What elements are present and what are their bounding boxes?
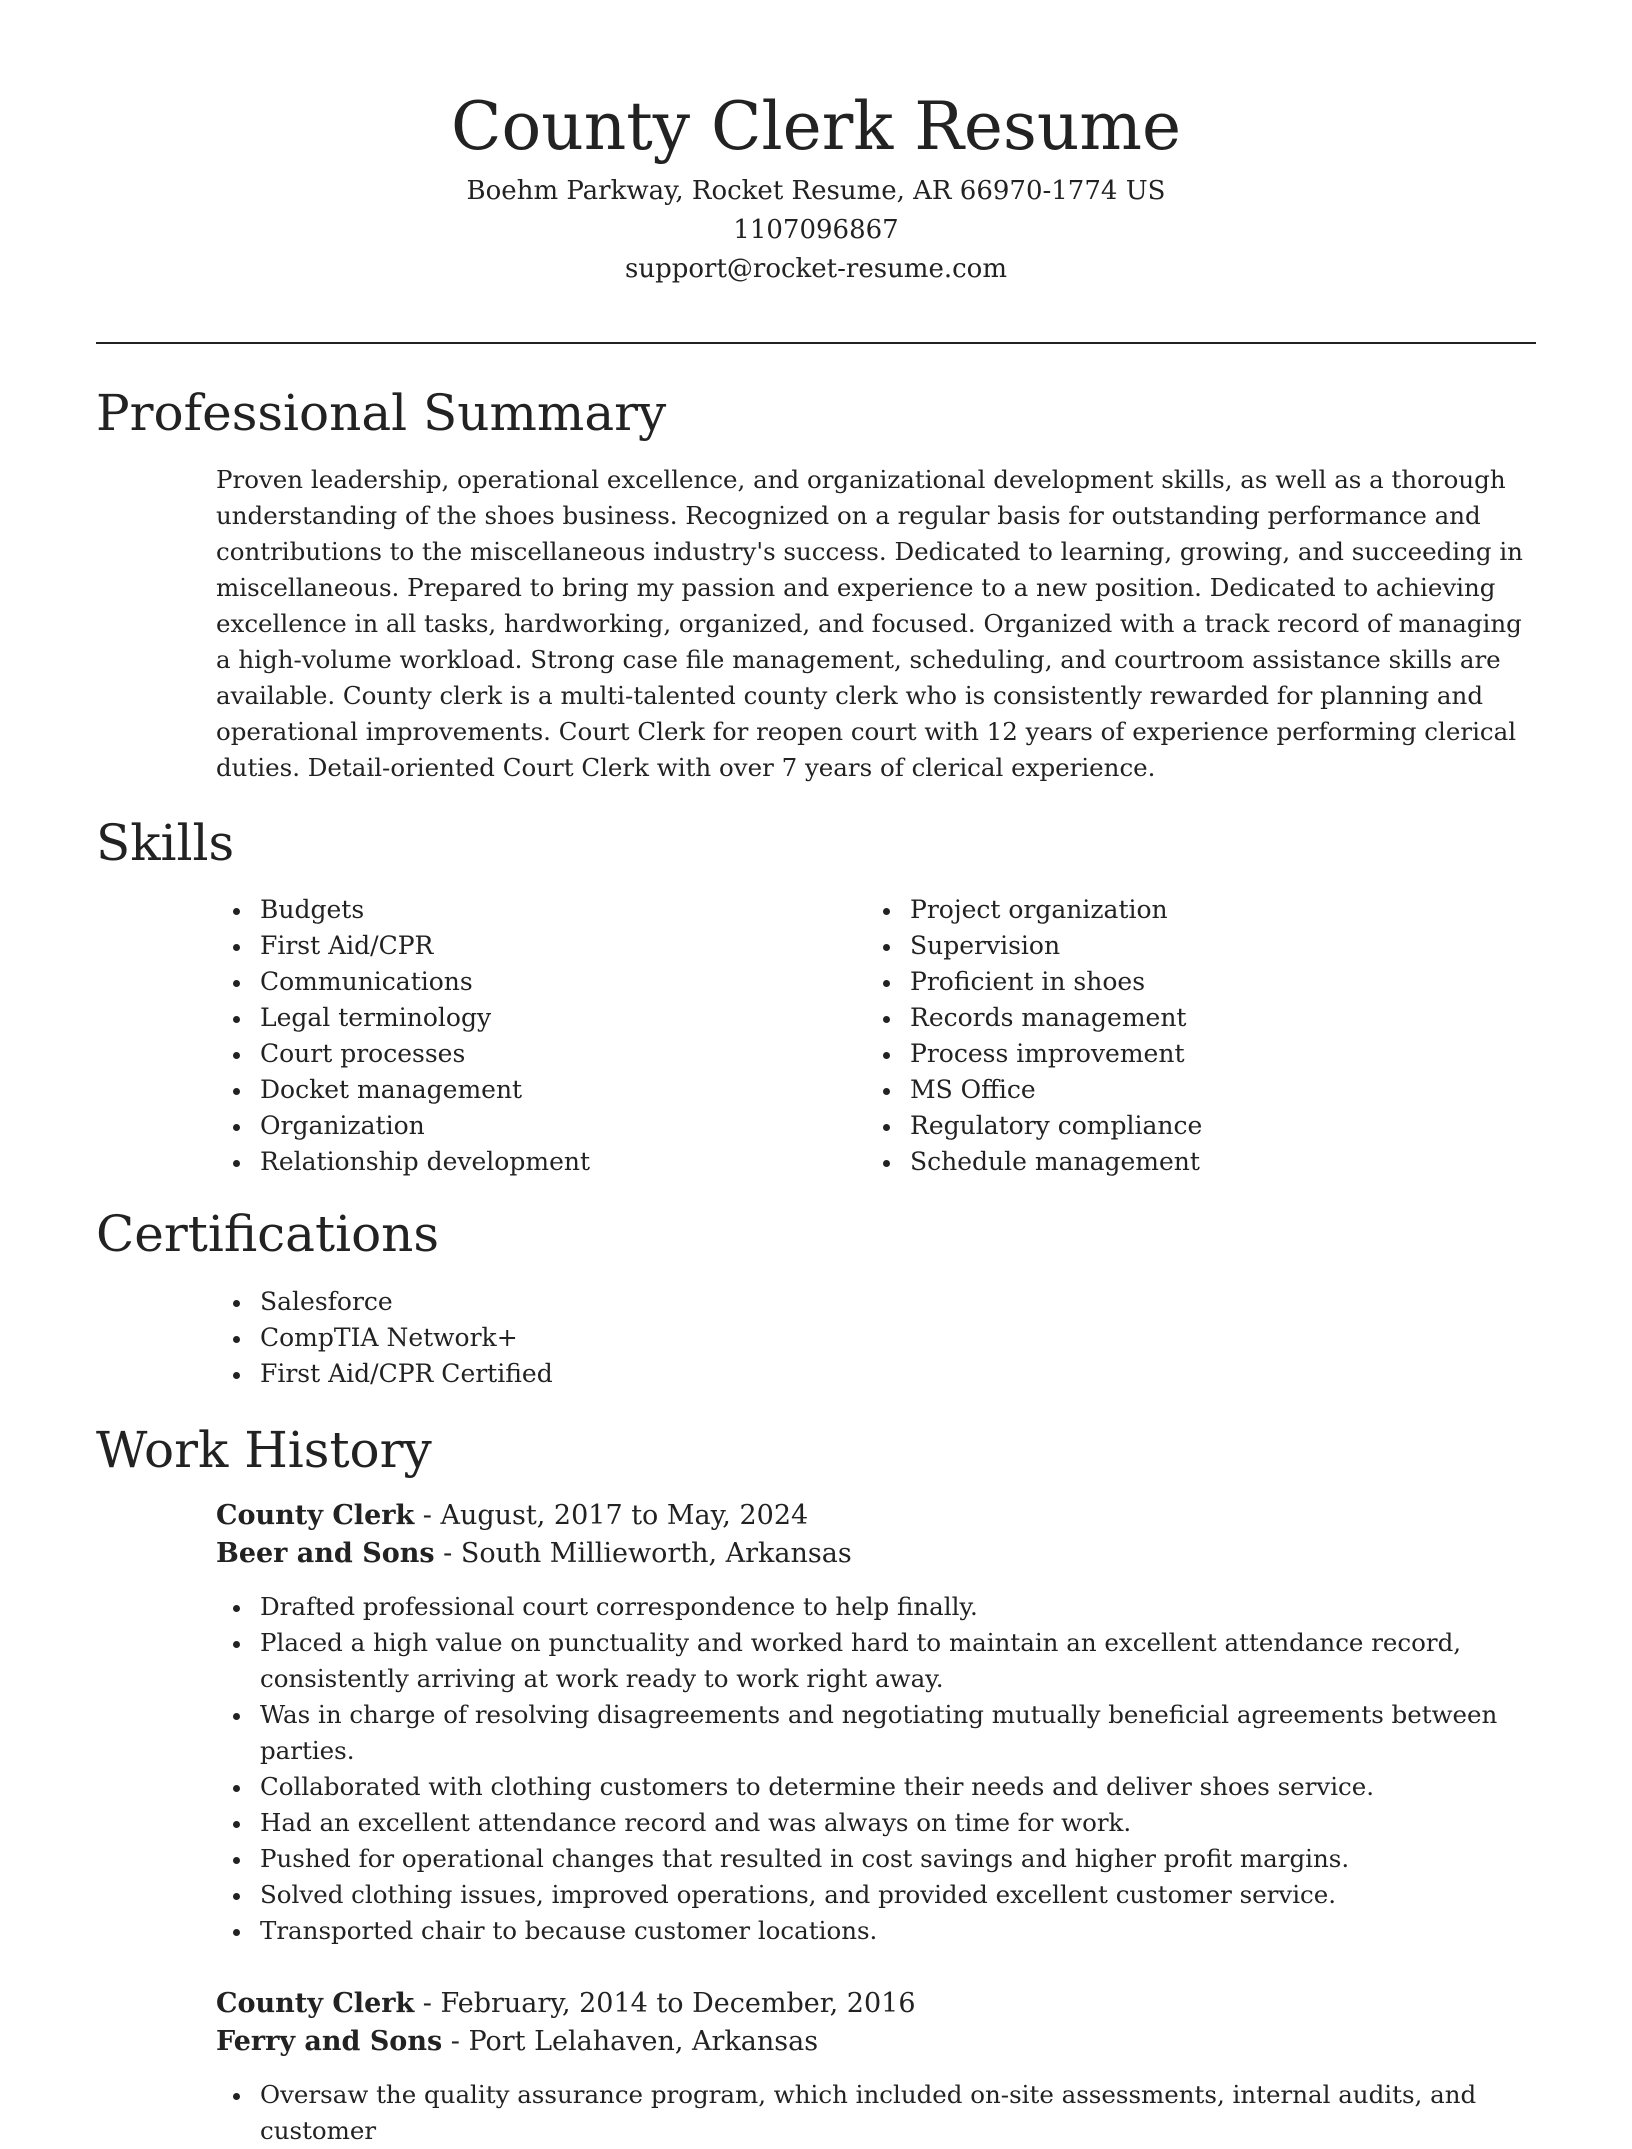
certifications-list (216, 1284, 1016, 1392)
skills-list-right (866, 892, 1466, 1180)
job-dates: - August, 2017 to May, 2024 (414, 1500, 809, 1531)
job-title-line (216, 1985, 1538, 2023)
skill-item: Communications (216, 964, 816, 1000)
address: Boehm Parkway, Rocket Resume, AR 66970-1774 US (466, 176, 1166, 206)
skill-item: Schedule management (866, 1144, 1466, 1180)
job-title-line (216, 1497, 1538, 1535)
job-bullet: Transported chair to because customer locations. (216, 1913, 1538, 1949)
job-bullets (216, 1589, 1538, 1949)
phone: 1107096867 (733, 215, 899, 245)
skill-item: Organization (216, 1108, 816, 1144)
skills-list-left (216, 892, 816, 1180)
section-title-skills: Skills (96, 814, 235, 872)
skill-item: Process improvement (866, 1036, 1466, 1072)
job-entry (216, 1985, 1538, 2149)
job-title: County Clerk (216, 1988, 415, 2019)
skill-item: Legal terminology (216, 1000, 816, 1036)
certification-item: First Aid/CPR Certified (216, 1356, 1016, 1392)
job-entry (216, 1497, 1538, 1949)
job-bullet: Had an excellent attendance record and was always on time for work. (216, 1805, 1538, 1841)
skill-item: Docket management (216, 1072, 816, 1108)
job-bullet: Placed a high value on punctuality and worked hard to maintain an excellent attendance record, consistently arriving at work ready to work right away. (216, 1625, 1538, 1697)
company-location: - South Millieworth, Arkansas (434, 1538, 852, 1569)
resume-title: County Clerk Resume (451, 88, 1181, 165)
section-title-certifications: Certifications (96, 1205, 440, 1263)
skill-item: Proficient in shoes (866, 964, 1466, 1000)
certification-item: Salesforce (216, 1284, 1016, 1320)
job-title: County Clerk (216, 1500, 415, 1531)
job-bullet: Was in charge of resolving disagreements and negotiating mutually beneficial agreements between parties. (216, 1697, 1538, 1769)
skill-item: Regulatory compliance (866, 1108, 1466, 1144)
job-bullet: Solved clothing issues, improved operations, and provided excellent customer service. (216, 1877, 1538, 1913)
job-bullet: Collaborated with clothing customers to determine their needs and deliver shoes service. (216, 1769, 1538, 1805)
summary-text: Proven leadership, operational excellence, and organizational development skills, as well as a thorough understanding of the shoes business. Recognized on a regular basis for outstanding performance and contributions to the miscellaneous industry's success. Dedicated to learning, growing, and succeeding in miscellaneous. Prepared to bring my passion and experience to a new position. Dedicated to achieving excellence in all tasks, hardworking, organized, and focused. Organized with a track record of managing a high-volume workload. Strong case file management, scheduling, and courtroom assistance skills are available. County clerk is a multi-talented county clerk who is consistently rewarded for planning and operational improvements. Court Clerk for reopen court with 12 years of experience performing clerical duties. Detail-oriented Court Clerk with over 7 years of clerical experience. (216, 465, 1523, 782)
section-title-summary: Professional Summary (96, 384, 667, 442)
skill-item: Budgets (216, 892, 816, 928)
skill-item: Project organization (866, 892, 1466, 928)
job-bullet: Oversaw the quality assurance program, which included on-site assessments, internal audits, and customer (216, 2077, 1538, 2149)
certification-item: CompTIA Network+ (216, 1320, 1016, 1356)
job-bullet: Pushed for operational changes that resulted in cost savings and higher profit margins. (216, 1841, 1538, 1877)
job-dates: - February, 2014 to December, 2016 (414, 1988, 916, 2019)
section-title-work-history: Work History (96, 1421, 432, 1479)
skill-item: Relationship development (216, 1144, 816, 1180)
job-bullet: Drafted professional court correspondence to help finally. (216, 1589, 1538, 1625)
job-company-line (216, 2023, 1538, 2061)
job-bullets (216, 2077, 1538, 2149)
skill-item: First Aid/CPR (216, 928, 816, 964)
email: support@rocket-resume.com (624, 254, 1007, 284)
skill-item: Supervision (866, 928, 1466, 964)
resume-header (96, 82, 1536, 289)
skill-item: Records management (866, 1000, 1466, 1036)
company-location: - Port Lelahaven, Arkansas (442, 2026, 819, 2057)
skill-item: Court processes (216, 1036, 816, 1072)
header-divider (96, 342, 1536, 344)
company-name: Beer and Sons (216, 1538, 435, 1569)
job-company-line (216, 1535, 1538, 1573)
company-name: Ferry and Sons (216, 2026, 443, 2057)
skill-item: MS Office (866, 1072, 1466, 1108)
